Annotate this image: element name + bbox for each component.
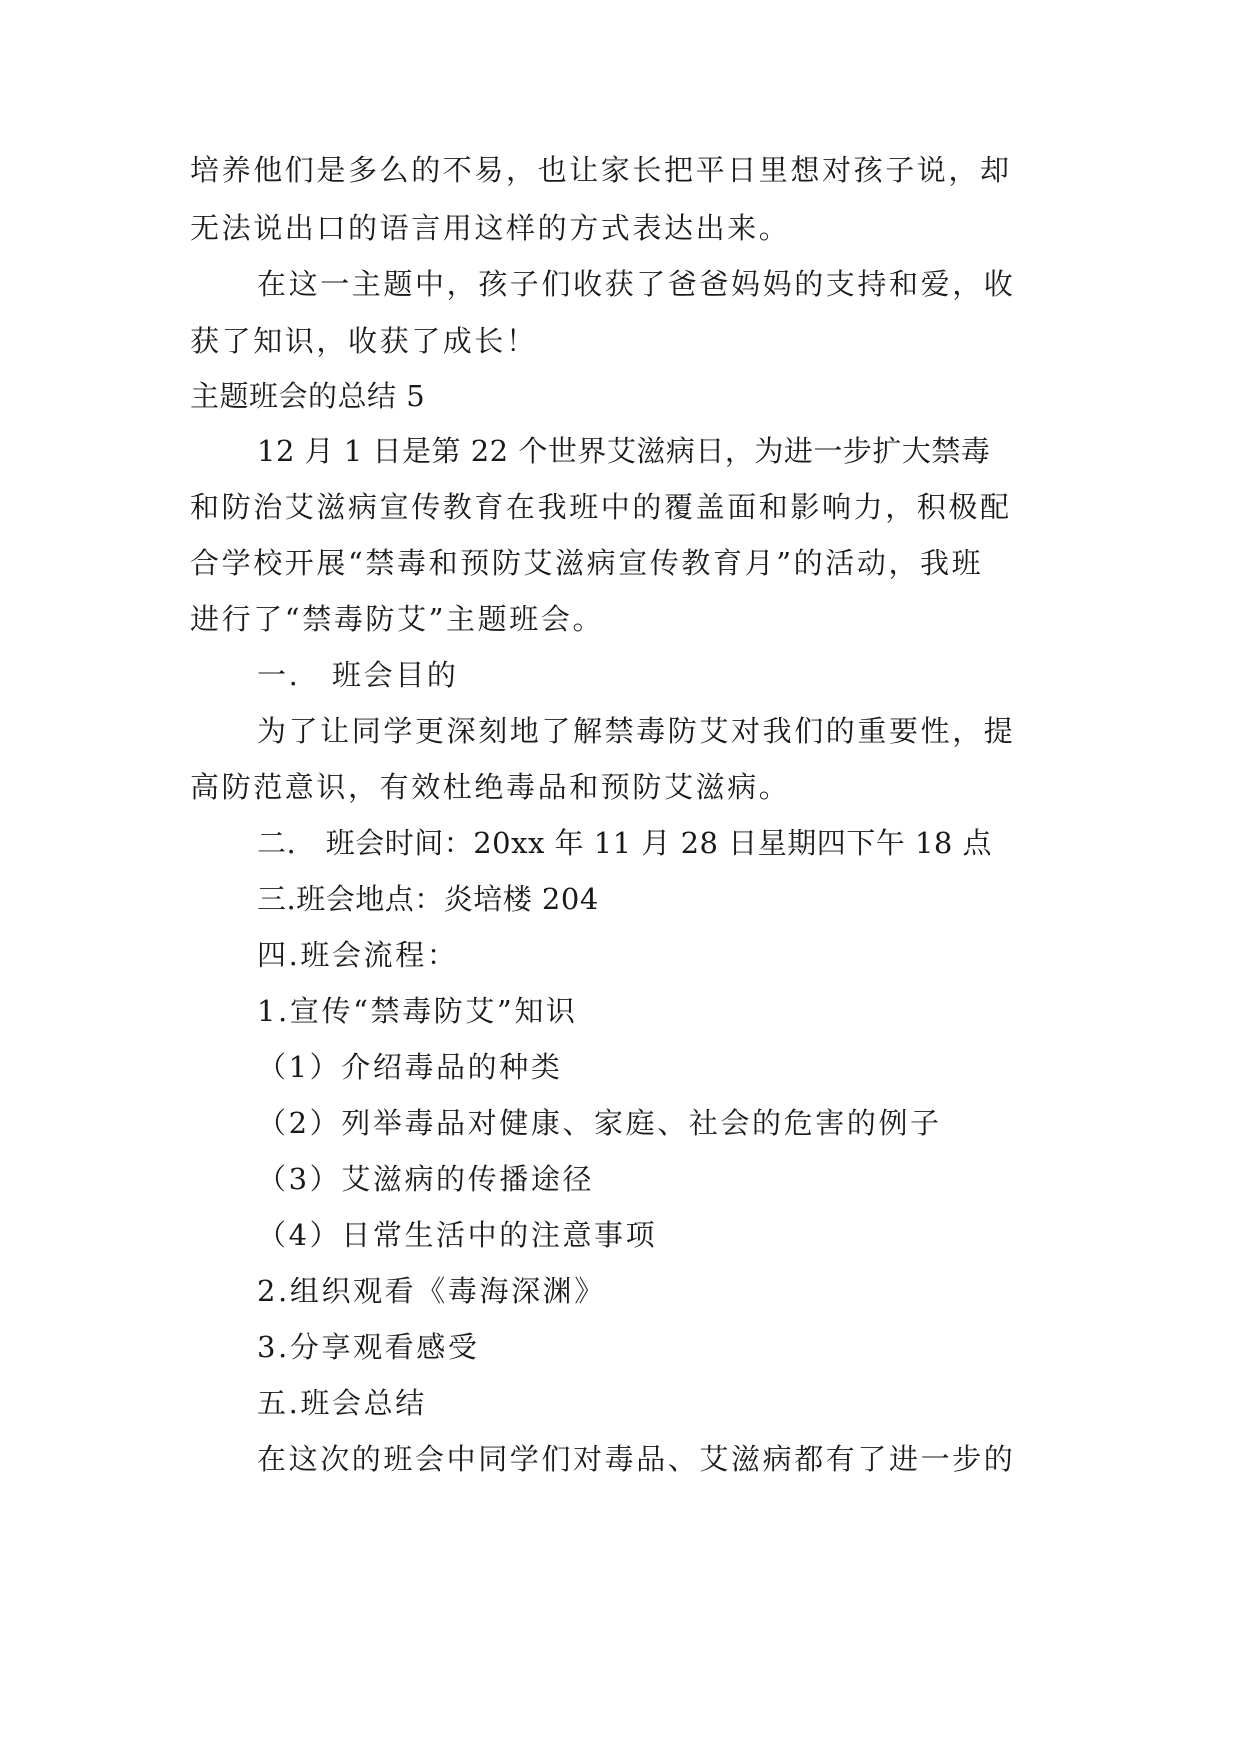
paragraph-line: 获了知识，收获了成长！ <box>190 324 538 358</box>
paragraph-line: 合学校开展“禁毒和预防艾滋病宣传教育月”的活动，我班 <box>190 546 984 580</box>
paragraph-line: 高防范意识，有效杜绝毒品和预防艾滋病。 <box>190 770 791 804</box>
list-heading: 一. 班会目的 <box>257 658 459 692</box>
paragraph-line: 在这次的班会中同学们对毒品、艾滋病都有了进一步的 <box>257 1442 1016 1476</box>
section-heading: 主题班会的总结 5 <box>190 379 426 413</box>
paragraph-line: 无法说出口的语言用这样的方式表达出来。 <box>190 211 791 245</box>
list-item: （1）介绍毒品的种类 <box>257 1050 563 1084</box>
list-item: （2）列举毒品对健康、家庭、社会的危害的例子 <box>257 1106 942 1140</box>
list-heading: 二. 班会时间：20xx 年 11 月 28 日星期四下午 18 点 <box>257 826 993 860</box>
list-item: 2.组织观看《毒海深渊》 <box>257 1274 606 1308</box>
paragraph-line: 和防治艾滋病宣传教育在我班中的覆盖面和影响力，积极配 <box>190 490 1012 524</box>
list-item: 3.分享观看感受 <box>257 1330 480 1364</box>
list-item: （4）日常生活中的注意事项 <box>257 1218 658 1252</box>
paragraph-line: 为了让同学更深刻地了解禁毒防艾对我们的重要性，提 <box>257 714 1016 748</box>
paragraph-line: 进行了“禁毒防艾”主题班会。 <box>190 602 605 636</box>
list-heading: 五.班会总结 <box>257 1386 427 1420</box>
list-item: 1.宣传“禁毒防艾”知识 <box>257 994 578 1028</box>
list-item: （3）艾滋病的传播途径 <box>257 1162 595 1196</box>
list-heading: 四.班会流程： <box>257 938 459 972</box>
paragraph-line: 在这一主题中，孩子们收获了爸爸妈妈的支持和爱，收 <box>257 267 1016 301</box>
list-heading: 三.班会地点：炎培楼 204 <box>257 882 599 916</box>
paragraph-line: 12 月 1 日是第 22 个世界艾滋病日，为进一步扩大禁毒 <box>257 434 991 468</box>
paragraph-line: 培养他们是多么的不易，也让家长把平日里想对孩子说，却 <box>190 153 1012 187</box>
